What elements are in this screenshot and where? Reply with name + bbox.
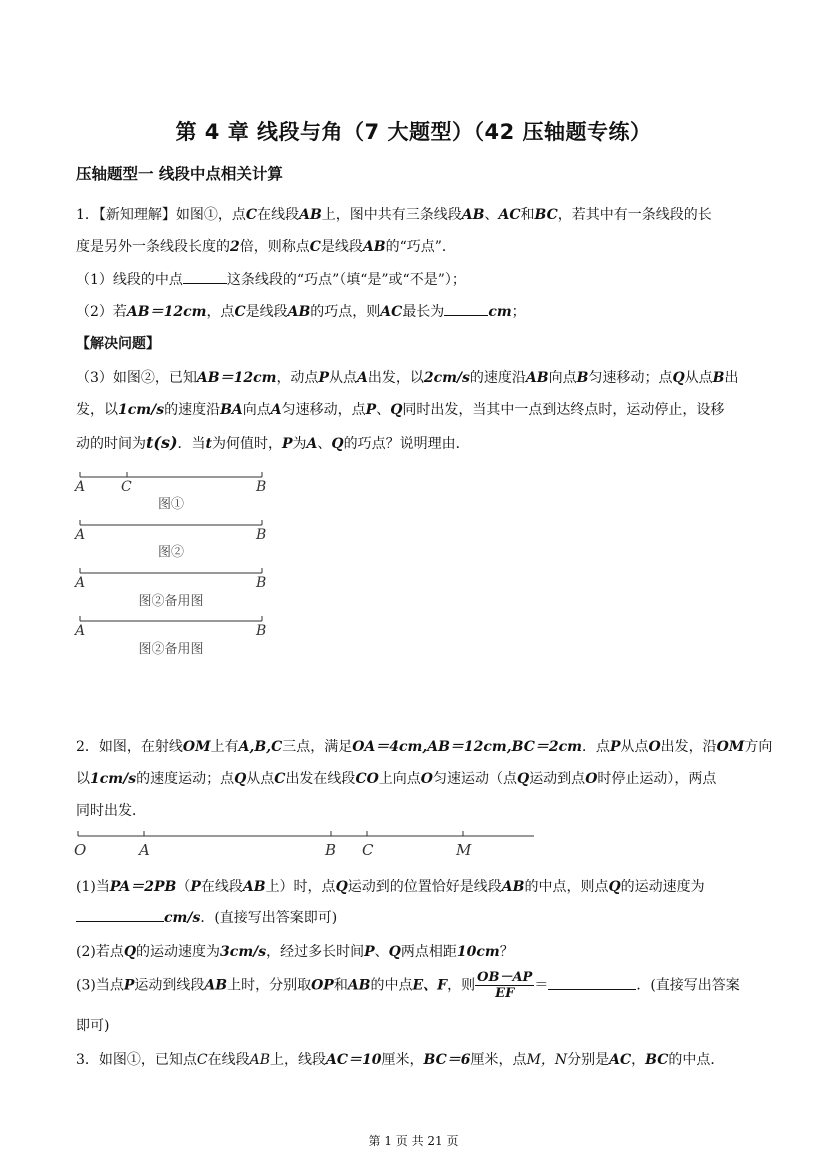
caption-fig2: 图②	[157, 545, 185, 560]
q1-line2: 度是另外一条线段长度的2倍，则称点C是线段AB的“巧点”．	[76, 239, 456, 255]
label-O: O	[74, 841, 87, 859]
q3-line1: 3．如图①，已知点C在线段AB上，线段AC＝10厘米，BC＝6厘米，点M，N分别是AC，BC的中点．	[76, 1052, 725, 1068]
q1-part2: （2）若AB＝12cm，点C是线段AB的巧点，则AC最长为 cm；	[76, 301, 526, 321]
label-C: C	[121, 479, 132, 495]
label-A: A	[75, 623, 86, 639]
label-B: B	[256, 575, 267, 591]
label-A: A	[75, 479, 86, 495]
answer-blank[interactable]	[76, 907, 164, 922]
label-A: A	[75, 575, 86, 591]
label-B: B	[256, 623, 267, 639]
fraction: $\frac{OB-AP}{EF}$	[477, 970, 533, 1001]
q1-part3-line2: 发，以1cm/s的速度沿BA向点A匀速移动，点P、Q同时出发，当其中一点到达终点时，运动停止，设移	[76, 402, 725, 418]
q1-part3-line3: 动的时间为t(s)．当t为何值时，P为A、Q的巧点？说明理由．	[76, 433, 470, 452]
q2-sub3-line1: (3)当点P运动到线段AB上时，分别取OP和AB的中点E、F，则 $\frac{OB-AP}{EF}$ ＝ ．(直接写出答案	[76, 970, 740, 1001]
answer-blank[interactable]	[444, 301, 488, 316]
label-B: B	[256, 527, 267, 543]
answer-blank[interactable]	[183, 269, 227, 284]
label-A: A	[139, 841, 150, 859]
caption-fig1: 图①	[157, 497, 185, 512]
solve-heading: 【解决问题】	[76, 336, 160, 352]
q2-sub3-line2: 即可)	[76, 1018, 110, 1034]
q1-part3-line1: （3）如图②，已知AB＝12cm，动点P从点A出发，以2cm/s的速度沿AB向点B匀速移动；点Q从点B出	[76, 370, 739, 386]
label-M: M	[456, 841, 472, 859]
section-heading: 压轴题型一 线段中点相关计算	[76, 165, 283, 183]
q2-line1: 2．如图，在射线OM上有A,B,C三点，满足OA＝4cm,AB＝12cm,BC＝2cm．点P从点O出发，沿OM方向	[76, 739, 773, 755]
q1-line1: 1．【新知理解】如图①，点C在线段AB上，图中共有三条线段AB、AC和BC，若其中有一条线段的长	[76, 207, 712, 223]
label-C: C	[362, 841, 374, 859]
caption-fig2-spare: 图②备用图	[138, 594, 204, 609]
q2-line3: 同时出发．	[76, 803, 146, 819]
label-A: A	[75, 527, 86, 543]
q2-sub1-line2: cm/s．(直接写出答案即可)	[76, 907, 337, 927]
q2-sub1-line1: (1)当PA＝2PB（P在线段AB上）时，点Q运动到的位置恰好是线段AB的中点，则点Q的运动速度为	[76, 879, 705, 895]
q1-figures	[72, 468, 272, 664]
q2-ray-figure	[72, 826, 542, 860]
q1-part1: （1）线段的中点 这条线段的“巧点”（填“是”或“不是”）；	[76, 269, 466, 289]
caption-fig2-spare: 图②备用图	[138, 642, 204, 657]
answer-blank[interactable]	[548, 975, 636, 990]
q2-line2: 以1cm/s的速度运动；点Q从点C出发在线段CO上向点O匀速运动（点Q运动到点O时停止运动），两点	[76, 771, 717, 787]
q2-sub2: (2)若点Q的运动速度为3cm/s，经过多长时间P、Q两点相距10cm？	[76, 944, 514, 960]
label-B: B	[325, 841, 337, 859]
page-title: 第 4 章 线段与角（7 大题型）（42 压轴题专练）	[175, 120, 652, 144]
page-footer: 第 1 页 共 21 页	[368, 1134, 459, 1148]
label-B: B	[256, 479, 267, 495]
